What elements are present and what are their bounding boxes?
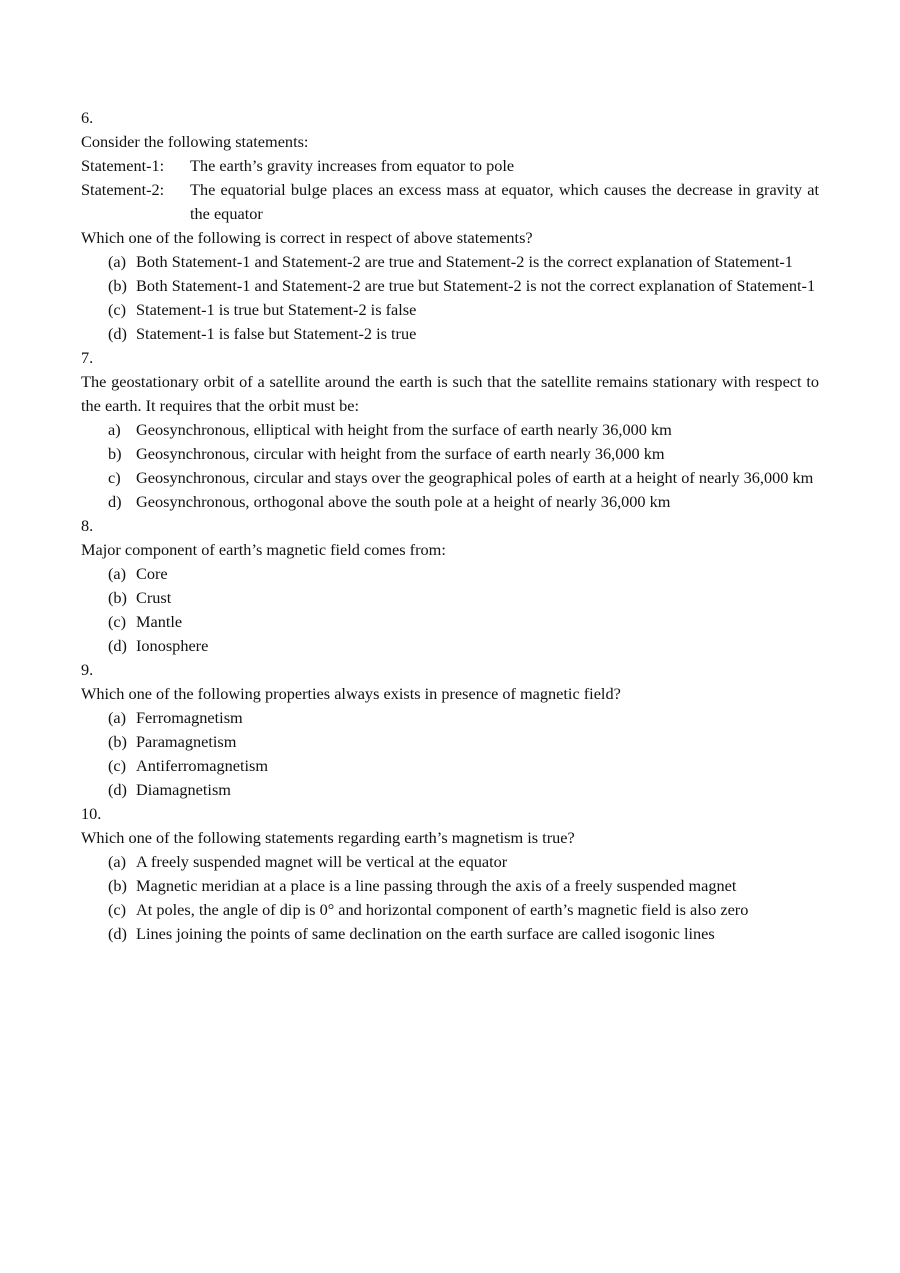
question-number: 7. [81, 348, 94, 367]
option-c [81, 466, 819, 490]
question-prompt: Which one of the following is correct in respect of above statements? [81, 228, 533, 247]
option-text: Geosynchronous, orthogonal above the south pole at a height of nearly 36,000 km [136, 492, 671, 511]
option-a [81, 418, 819, 442]
option-label: (b) [108, 276, 127, 295]
question-stem: The geostationary orbit of a satellite around the earth is such that the satellite remains stationary with respect to the earth. It requires that the orbit must be: [81, 372, 819, 415]
option-text: Lines joining the points of same declination on the earth surface are called isogonic lines [136, 924, 715, 943]
option-label: (b) [108, 588, 127, 607]
option-text: Magnetic meridian at a place is a line passing through the axis of a freely suspended magnet [136, 876, 737, 895]
option-label: (c) [108, 756, 127, 775]
statement-2 [81, 178, 819, 226]
option-a [81, 706, 819, 730]
option-b [81, 730, 819, 754]
question-number: 8. [81, 516, 94, 535]
question-7 [81, 346, 819, 514]
option-label: (d) [108, 780, 127, 799]
option-label: (d) [108, 324, 127, 343]
option-text: A freely suspended magnet will be vertical at the equator [136, 852, 508, 871]
option-d [81, 634, 819, 658]
option-c [81, 898, 819, 922]
option-c [81, 298, 819, 322]
option-text: Crust [136, 588, 172, 607]
question-stem: Major component of earth’s magnetic field comes from: [81, 540, 446, 559]
option-label: d) [108, 492, 122, 511]
question-stem: Consider the following statements: [81, 132, 309, 151]
question-8 [81, 514, 819, 658]
statement-text: The earth’s gravity increases from equator to pole [190, 156, 515, 175]
question-number: 6. [81, 108, 94, 127]
question-stem: Which one of the following properties always exists in presence of magnetic field? [81, 684, 621, 703]
question-10 [81, 802, 819, 946]
option-text: Geosynchronous, elliptical with height from the surface of earth nearly 36,000 km [136, 420, 672, 439]
option-a [81, 250, 819, 274]
option-a [81, 562, 819, 586]
option-b [81, 442, 819, 466]
option-label: (d) [108, 924, 127, 943]
statement-label: Statement-1: [81, 156, 165, 175]
question-9 [81, 658, 819, 802]
option-label: (a) [108, 564, 127, 583]
option-text: At poles, the angle of dip is 0° and horizontal component of earth’s magnetic field is also zero [136, 900, 749, 919]
option-text: Core [136, 564, 168, 583]
option-label: (b) [108, 876, 127, 895]
option-text: Mantle [136, 612, 183, 631]
option-label: (c) [108, 300, 127, 319]
statement-1 [81, 154, 819, 178]
option-text: Both Statement-1 and Statement-2 are true and Statement-2 is the correct explanation of Statement-1 [136, 252, 793, 271]
option-b [81, 874, 819, 898]
option-text: Statement-1 is false but Statement-2 is true [136, 324, 417, 343]
option-label: c) [108, 468, 121, 487]
question-page [81, 106, 819, 946]
option-text: Both Statement-1 and Statement-2 are true but Statement-2 is not the correct explanation of Statement-1 [136, 276, 816, 295]
option-label: b) [108, 444, 122, 463]
question-number: 9. [81, 660, 94, 679]
question-number: 10. [81, 804, 102, 823]
option-text: Paramagnetism [136, 732, 237, 751]
option-c [81, 754, 819, 778]
statement-label: Statement-2: [81, 180, 165, 199]
option-label: (d) [108, 636, 127, 655]
option-text: Statement-1 is true but Statement-2 is false [136, 300, 417, 319]
option-text: Geosynchronous, circular and stays over the geographical poles of earth at a height of nearly 36,000 km [136, 468, 814, 487]
option-b [81, 586, 819, 610]
option-text: Antiferromagnetism [136, 756, 269, 775]
option-text: Geosynchronous, circular with height from the surface of earth nearly 36,000 km [136, 444, 665, 463]
option-label: (c) [108, 900, 127, 919]
statement-text: The equatorial bulge places an excess mass at equator, which causes the decrease in gravity at the equator [190, 180, 819, 223]
option-label: (b) [108, 732, 127, 751]
option-label: (a) [108, 708, 127, 727]
option-a [81, 850, 819, 874]
option-d [81, 778, 819, 802]
option-label: (a) [108, 852, 127, 871]
option-label: a) [108, 420, 121, 439]
option-label: (a) [108, 252, 127, 271]
question-6 [81, 106, 819, 346]
option-d [81, 922, 819, 946]
option-label: (c) [108, 612, 127, 631]
option-text: Ferromagnetism [136, 708, 243, 727]
option-text: Ionosphere [136, 636, 209, 655]
option-text: Diamagnetism [136, 780, 231, 799]
option-c [81, 610, 819, 634]
option-b [81, 274, 819, 298]
option-d [81, 490, 819, 514]
question-stem: Which one of the following statements regarding earth’s magnetism is true? [81, 828, 575, 847]
option-d [81, 322, 819, 346]
